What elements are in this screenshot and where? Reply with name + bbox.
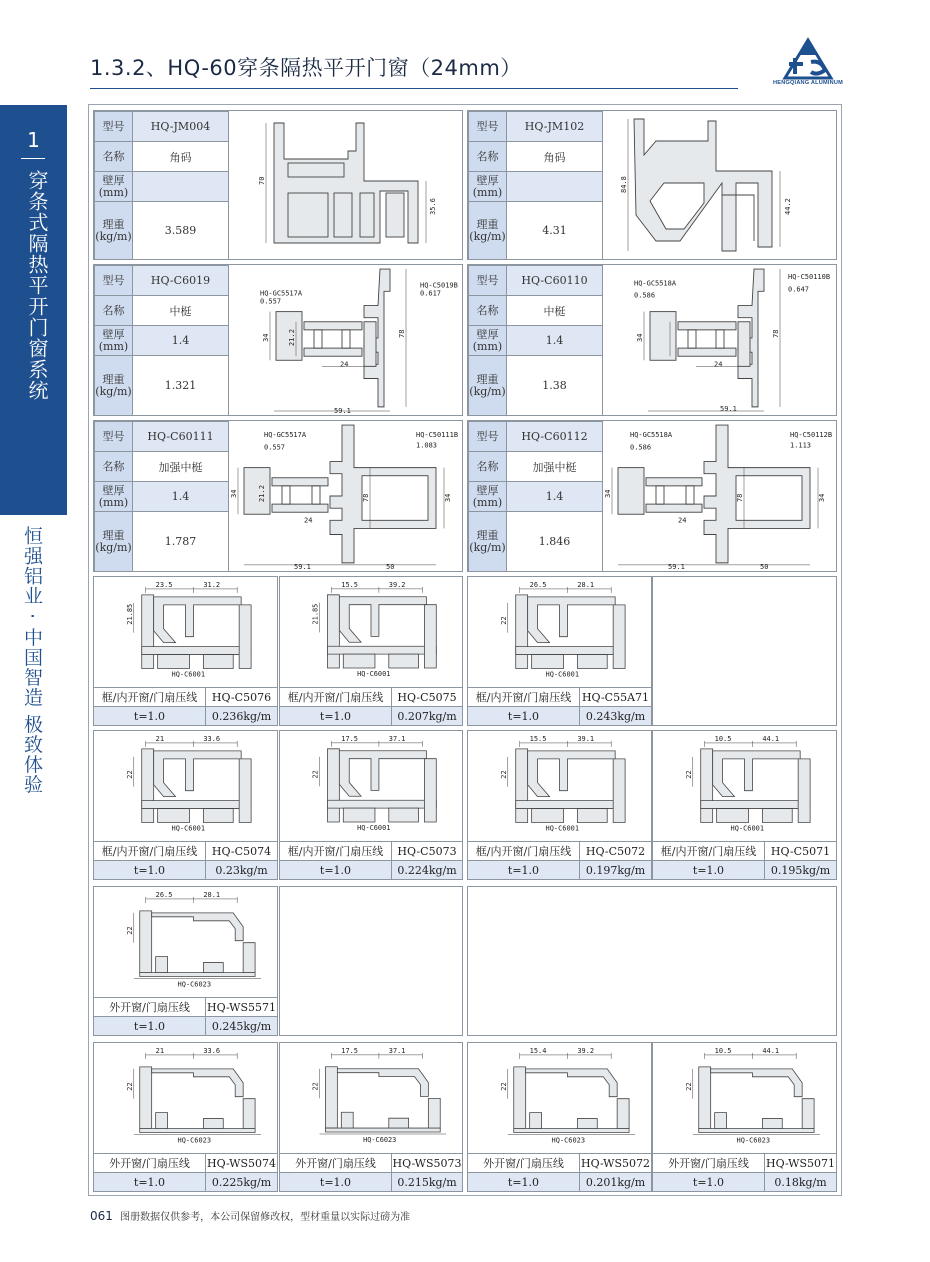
dimension-label: 78 [397, 329, 406, 338]
bead-code: HQ-WS5571 [206, 997, 277, 1016]
spec-table [94, 265, 229, 416]
thickness-label-a: 壁厚 [476, 173, 499, 187]
dimension-label: 15.5 [529, 734, 547, 743]
sidebar-number-rule [21, 158, 45, 159]
bead-drawing [468, 1043, 651, 1155]
bead-code: HQ-C5074 [206, 841, 277, 860]
sidebar-number: 1 [27, 128, 40, 152]
model-value: HQ-C60111 [133, 422, 229, 452]
spec-table [468, 265, 603, 416]
bead-drawing [468, 577, 651, 689]
dimension-label: HQ-C6001 [357, 823, 391, 832]
thickness-label-b: (mm) [98, 339, 129, 353]
glazing-bead-cell [93, 1042, 278, 1192]
dimension-label: 21.2 [257, 485, 266, 503]
logo [772, 38, 844, 96]
dimension-label: HQ-C6023 [736, 1136, 771, 1145]
bead-weight: 0.236kg/m [206, 706, 277, 725]
dimension-label: HQ-C6001 [171, 670, 206, 679]
model-value: HQ-C60110 [507, 266, 603, 296]
bead-drawing [94, 887, 277, 999]
dimension-label: HQ-C6023 [363, 1135, 397, 1144]
profile-section-svg [230, 421, 462, 571]
dimension-label: 24 [714, 359, 723, 369]
profile-cell [467, 420, 837, 572]
bead-type: 外开窗/门扇压线 [94, 997, 206, 1016]
bead-section-svg [653, 731, 836, 840]
bead-code: HQ-C5072 [580, 841, 651, 860]
profile-cell [93, 420, 463, 572]
thickness-label-a: 壁厚 [102, 173, 125, 187]
bead-type: 框/内开窗/门扇压线 [653, 841, 765, 860]
bead-type: 框/内开窗/门扇压线 [94, 687, 206, 706]
weight-label-a: 理重 [476, 217, 499, 231]
weight-label [469, 202, 507, 260]
dimension-label: 78 [735, 493, 744, 503]
dimension-label: 21 [155, 734, 165, 743]
dimension-label: 31.2 [203, 580, 221, 589]
footer-note: 图册数据仅供参考，本公司保留修改权，型材重量以实际过磅为准 [120, 1212, 411, 1223]
thickness-label-b: (mm) [472, 339, 503, 353]
thickness-value [133, 172, 229, 202]
glazing-bead-cell [279, 730, 463, 880]
profile-cell [467, 110, 837, 260]
thickness-value: 1.4 [133, 326, 229, 356]
dimension-label: 44.2 [784, 198, 792, 215]
profile-drawing [230, 421, 462, 571]
dimension-label: 0.586 [634, 290, 656, 300]
empty-cell [467, 886, 837, 1036]
model-label: 型号 [469, 422, 507, 452]
name-value: 加强中梃 [133, 452, 229, 482]
sidebar-slogan: 恒强铝业 · 中国智造 极致体验 [21, 526, 43, 795]
dimension-label: 59.1 [334, 405, 351, 415]
dimension-label: HQ-C50112B [790, 430, 833, 440]
bead-drawing [280, 577, 462, 689]
bead-type: 框/内开窗/门扇压线 [280, 841, 392, 860]
thickness-label-a: 壁厚 [476, 327, 499, 341]
dimension-label: 22 [125, 1082, 134, 1091]
bead-drawing [468, 731, 651, 843]
profile-drawing [604, 421, 836, 571]
bead-thickness: t=1.0 [468, 706, 580, 725]
dimension-label: 44.1 [762, 734, 780, 743]
dimension-label: 84.8 [620, 176, 628, 193]
bead-thickness: t=1.0 [468, 1172, 580, 1191]
weight-label-a: 理重 [476, 372, 499, 386]
thickness-label [95, 172, 133, 202]
name-value: 加强中梃 [507, 452, 603, 482]
bead-type: 框/内开窗/门扇压线 [94, 841, 206, 860]
dimension-label: 59.1 [294, 561, 311, 571]
bead-code: HQ-C5073 [392, 841, 462, 860]
thickness-label [469, 172, 507, 202]
thickness-label [469, 482, 507, 512]
bead-code: HQ-WS5071 [765, 1153, 836, 1172]
bead-thickness: t=1.0 [280, 1172, 392, 1191]
dimension-label: 22 [499, 770, 508, 779]
weight-label-b: (kg/m) [469, 540, 506, 554]
glazing-bead-cell [467, 576, 652, 726]
profile-cell [467, 264, 837, 416]
dimension-label: HQ-C50110B [788, 272, 831, 282]
thickness-label-b: (mm) [472, 495, 503, 509]
dimension-label: 28.1 [203, 890, 221, 899]
model-label: 型号 [469, 112, 507, 142]
weight-label-a: 理重 [476, 528, 499, 542]
bead-section-svg [94, 731, 277, 840]
thickness-label-a: 壁厚 [102, 327, 125, 341]
weight-value: 4.31 [507, 202, 603, 260]
bead-thickness: t=1.0 [94, 1016, 206, 1035]
dimension-label: 21.85 [311, 603, 320, 625]
bead-section-svg [653, 1043, 836, 1152]
dimension-label: HQ-C6001 [545, 670, 580, 679]
dimension-label: 39.2 [577, 1046, 595, 1055]
bead-thickness: t=1.0 [653, 860, 765, 879]
dimension-label: 33.6 [203, 734, 221, 743]
name-value: 中梃 [507, 296, 603, 326]
glazing-bead-cell [652, 1042, 837, 1192]
bead-weight: 0.245kg/m [206, 1016, 277, 1035]
profile-drawing [604, 265, 836, 415]
dimension-label: HQ-C6023 [551, 1136, 586, 1145]
dimension-label: 34 [261, 333, 270, 343]
dimension-label: 59.1 [720, 403, 737, 413]
weight-value: 1.321 [133, 356, 229, 416]
glazing-bead-cell [467, 1042, 652, 1192]
bead-section-svg [280, 1043, 462, 1152]
name-value: 角码 [133, 142, 229, 172]
glazing-bead-cell [93, 730, 278, 880]
dimension-label: HQ-C6001 [545, 824, 580, 833]
dimension-label: 0.647 [788, 284, 810, 294]
thickness-value: 1.4 [133, 482, 229, 512]
spec-table [94, 111, 229, 260]
dimension-label: 50 [386, 561, 395, 571]
bead-code: HQ-C5071 [765, 841, 836, 860]
dimension-label: 39.2 [388, 580, 406, 589]
profile-section-svg [604, 111, 836, 259]
glazing-bead-cell [93, 576, 278, 726]
weight-label [95, 512, 133, 572]
bead-drawing [653, 731, 836, 843]
dimension-label: 34 [603, 489, 612, 499]
dimension-label: 44.1 [762, 1046, 780, 1055]
glazing-bead-cell [93, 886, 278, 1036]
bead-weight: 0.23kg/m [206, 860, 277, 879]
dimension-label: 22 [311, 1082, 320, 1091]
weight-label [469, 512, 507, 572]
dimension-label: 26.5 [155, 890, 173, 899]
spec-table [468, 111, 603, 260]
bead-section-svg [468, 731, 651, 840]
thickness-label-a: 壁厚 [476, 483, 499, 497]
weight-label-b: (kg/m) [469, 384, 506, 398]
glazing-bead-cell [467, 730, 652, 880]
dimension-label: 70 [258, 176, 266, 185]
weight-label-a: 理重 [102, 217, 125, 231]
dimension-label: HQ-C6023 [177, 1136, 212, 1145]
weight-label [95, 202, 133, 260]
name-label: 名称 [95, 296, 133, 326]
profile-cell [93, 110, 463, 260]
bead-drawing [94, 731, 277, 843]
model-value: HQ-C60112 [507, 422, 603, 452]
dimension-label: 34 [817, 493, 826, 503]
model-value: HQ-JM004 [133, 112, 229, 142]
bead-type: 框/内开窗/门扇压线 [468, 841, 580, 860]
profile-drawing [230, 265, 462, 415]
profile-section-svg [230, 265, 462, 415]
profile-drawing [230, 111, 462, 259]
bead-section-svg [94, 577, 277, 686]
dimension-label: 10.5 [714, 734, 732, 743]
bead-type: 外开窗/门扇压线 [653, 1153, 765, 1172]
dimension-label: 0.586 [630, 442, 652, 452]
empty-cell [652, 576, 837, 726]
bead-weight: 0.201kg/m [580, 1172, 651, 1191]
dimension-label: 15.5 [341, 580, 358, 589]
thickness-value [507, 172, 603, 202]
spec-table [468, 421, 603, 572]
dimension-label: 22 [125, 770, 134, 779]
dimension-label: 26.5 [529, 580, 547, 589]
weight-value: 3.589 [133, 202, 229, 260]
model-value: HQ-C6019 [133, 266, 229, 296]
dimension-label: 37.1 [388, 1046, 406, 1055]
dimension-label: HQ-C50111B [416, 430, 459, 440]
name-value: 中梃 [133, 296, 229, 326]
dimension-label: HQ-C5019B [420, 280, 458, 290]
dimension-label: 78 [771, 329, 780, 338]
bead-thickness: t=1.0 [280, 860, 392, 879]
dimension-label: 21.85 [125, 603, 134, 625]
dimension-label: 34 [443, 493, 452, 503]
footer [90, 1208, 410, 1223]
profile-section-svg [230, 111, 462, 259]
bead-type: 外开窗/门扇压线 [94, 1153, 206, 1172]
model-label: 型号 [95, 422, 133, 452]
name-label: 名称 [469, 142, 507, 172]
model-label: 型号 [469, 266, 507, 296]
bead-type: 外开窗/门扇压线 [468, 1153, 580, 1172]
dimension-label: 22 [684, 770, 693, 779]
weight-label [95, 356, 133, 416]
bead-code: HQ-WS5074 [206, 1153, 277, 1172]
dimension-label: 34 [635, 333, 644, 343]
thickness-label-b: (mm) [472, 185, 503, 199]
bead-drawing [280, 731, 462, 843]
weight-label-b: (kg/m) [95, 384, 132, 398]
bead-section-svg [280, 731, 462, 840]
dimension-label: 78 [361, 493, 370, 503]
bead-code: HQ-WS5073 [392, 1153, 462, 1172]
dimension-label: HQ-GC5518A [634, 278, 677, 288]
model-label: 型号 [95, 112, 133, 142]
bead-weight: 0.207kg/m [392, 706, 462, 725]
name-label: 名称 [469, 296, 507, 326]
sidebar-series-title: 穿条式隔热平开门窗系统 [25, 170, 49, 401]
bead-thickness: t=1.0 [653, 1172, 765, 1191]
bead-drawing [94, 577, 277, 689]
dimension-label: 28.1 [577, 580, 595, 589]
profile-drawing [604, 111, 836, 259]
bead-weight: 0.225kg/m [206, 1172, 277, 1191]
dimension-label: 33.6 [203, 1046, 221, 1055]
bead-section-svg [280, 577, 462, 686]
dimension-label: 21 [155, 1046, 165, 1055]
dimension-label: HQ-C6001 [171, 824, 206, 833]
dimension-label: 1.083 [416, 440, 438, 450]
dimension-label: 0.557 [264, 442, 286, 452]
dimension-label: 15.4 [529, 1046, 547, 1055]
bead-type: 外开窗/门扇压线 [280, 1153, 392, 1172]
bead-type: 框/内开窗/门扇压线 [468, 687, 580, 706]
bead-thickness: t=1.0 [94, 1172, 206, 1191]
thickness-label-a: 壁厚 [102, 483, 125, 497]
dimension-label: 59.1 [668, 561, 685, 571]
dimension-label: 34 [229, 489, 238, 499]
thickness-label [95, 326, 133, 356]
dimension-label: 22 [311, 770, 320, 779]
dimension-label: 21.2 [287, 329, 296, 347]
thickness-label [469, 326, 507, 356]
bead-thickness: t=1.0 [280, 706, 392, 725]
dimension-label: 23.5 [155, 580, 173, 589]
bead-section-svg [468, 577, 651, 686]
name-label: 名称 [95, 142, 133, 172]
dimension-label: 35.6 [429, 198, 437, 215]
dimension-label: HQ-GC5517A [264, 430, 307, 440]
dimension-label: HQ-GC5517A [260, 288, 303, 298]
weight-value: 1.787 [133, 512, 229, 572]
bead-thickness: t=1.0 [468, 860, 580, 879]
logo-text: HENGQIANG ALUMINUM [773, 80, 843, 86]
weight-label-b: (kg/m) [469, 229, 506, 243]
dimension-label: 22 [125, 926, 134, 935]
bead-drawing [653, 1043, 836, 1155]
hengqiang-logo-icon [781, 38, 835, 80]
name-value: 角码 [507, 142, 603, 172]
name-label: 名称 [469, 452, 507, 482]
thickness-label [95, 482, 133, 512]
profile-section-svg [604, 421, 836, 571]
weight-label-a: 理重 [102, 528, 125, 542]
dimension-label: 1.113 [790, 440, 812, 450]
bead-type: 框/内开窗/门扇压线 [280, 687, 392, 706]
bead-thickness: t=1.0 [94, 706, 206, 725]
weight-label-b: (kg/m) [95, 229, 132, 243]
dimension-label: 37.1 [388, 734, 406, 743]
profile-section-svg [604, 265, 836, 415]
dimension-label: 0.557 [260, 296, 282, 306]
glazing-bead-cell [652, 730, 837, 880]
bead-weight: 0.195kg/m [765, 860, 836, 879]
dimension-label: HQ-C6001 [730, 824, 765, 833]
bead-weight: 0.224kg/m [392, 860, 462, 879]
weight-label [469, 356, 507, 416]
bead-weight: 0.197kg/m [580, 860, 651, 879]
page-number: 061 [90, 1209, 113, 1223]
thickness-value: 1.4 [507, 326, 603, 356]
bead-code: HQ-C55A71 [580, 687, 651, 706]
bead-section-svg [468, 1043, 651, 1152]
dimension-label: 22 [499, 1082, 508, 1091]
glazing-bead-cell [279, 1042, 463, 1192]
thickness-label-b: (mm) [98, 185, 129, 199]
profile-cell [93, 264, 463, 416]
bead-section-svg [94, 1043, 277, 1152]
dimension-label: 10.5 [714, 1046, 732, 1055]
dimension-label: 17.5 [341, 1046, 358, 1055]
thickness-label-b: (mm) [98, 495, 129, 509]
bead-code: HQ-WS5072 [580, 1153, 651, 1172]
bead-weight: 0.243kg/m [580, 706, 651, 725]
dimension-label: 50 [760, 561, 769, 571]
spec-table [94, 421, 229, 572]
bead-weight: 0.18kg/m [765, 1172, 836, 1191]
model-label: 型号 [95, 266, 133, 296]
glazing-bead-cell [279, 576, 463, 726]
bead-code: HQ-C5076 [206, 687, 277, 706]
dimension-label: HQ-C6001 [357, 669, 391, 678]
dimension-label: HQ-GC5518A [630, 430, 673, 440]
page-title: 1.3.2、HQ-60穿条隔热平开门窗（24mm） [90, 56, 522, 80]
bead-weight: 0.215kg/m [392, 1172, 462, 1191]
dimension-label: 24 [340, 359, 349, 369]
name-label: 名称 [95, 452, 133, 482]
bead-code: HQ-C5075 [392, 687, 462, 706]
dimension-label: 24 [304, 515, 313, 525]
empty-cell [279, 886, 463, 1036]
weight-label-a: 理重 [102, 372, 125, 386]
dimension-label: HQ-C6023 [177, 980, 212, 989]
model-value: HQ-JM102 [507, 112, 603, 142]
dimension-label: 22 [684, 1082, 693, 1091]
dimension-label: 22 [499, 616, 508, 625]
dimension-label: 39.1 [577, 734, 595, 743]
bead-drawing [280, 1043, 462, 1155]
weight-label-b: (kg/m) [95, 540, 132, 554]
bead-section-svg [94, 887, 277, 996]
title-rule [90, 88, 738, 89]
dimension-label: 24 [678, 515, 687, 525]
dimension-label: 17.5 [341, 734, 358, 743]
weight-value: 1.38 [507, 356, 603, 416]
bead-thickness: t=1.0 [94, 860, 206, 879]
thickness-value: 1.4 [507, 482, 603, 512]
dimension-label: 0.617 [420, 288, 442, 298]
weight-value: 1.846 [507, 512, 603, 572]
bead-drawing [94, 1043, 277, 1155]
